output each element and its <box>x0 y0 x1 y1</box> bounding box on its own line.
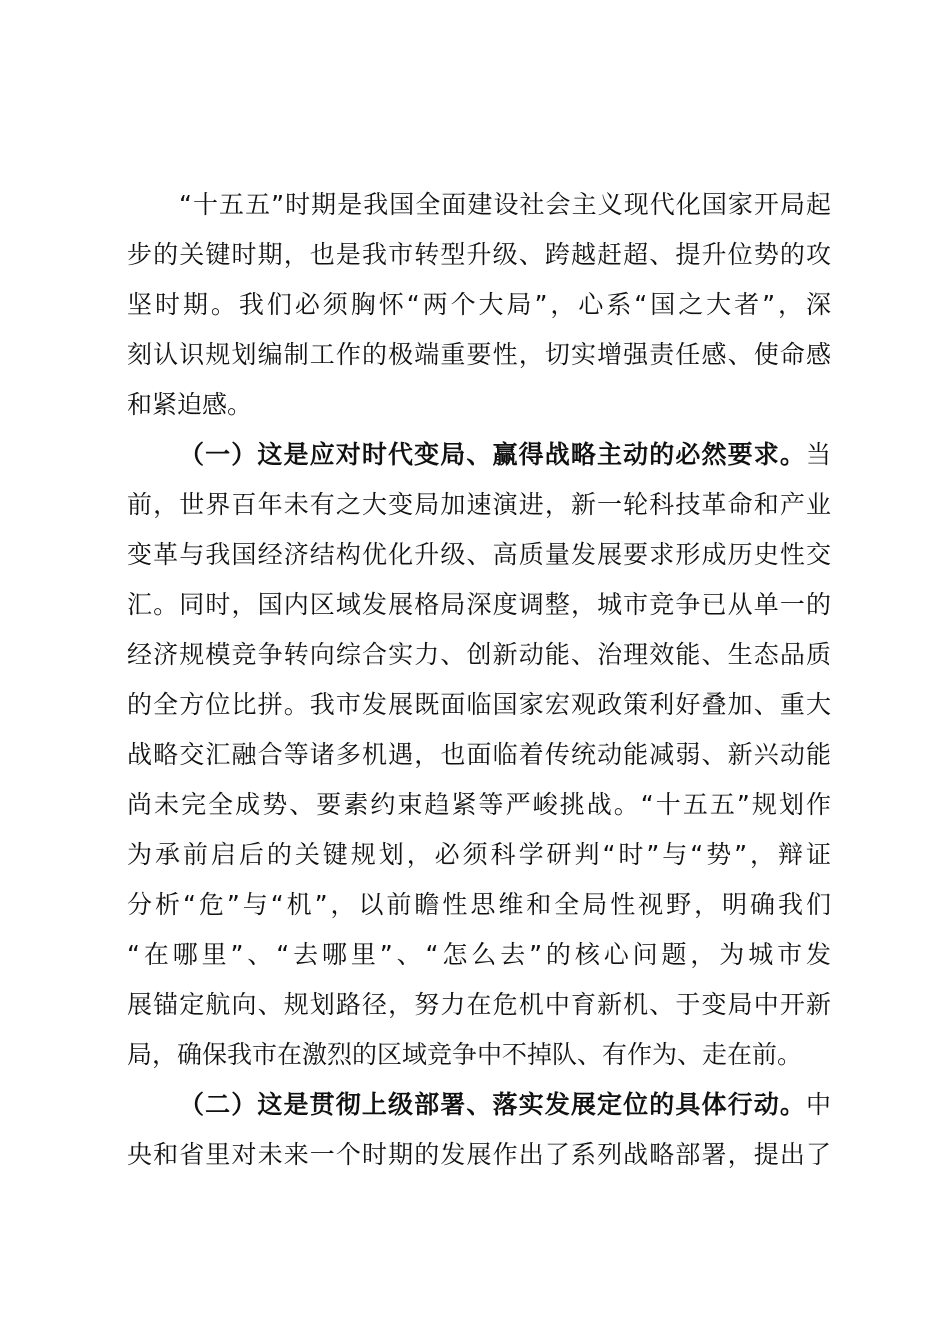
paragraph-2-heading-line <box>179 430 831 480</box>
paragraph-2-line: 汇。同时，国内区域发展格局深度调整，城市竞争已从单一的 <box>127 590 831 619</box>
paragraph-2-line: 变革与我国经济结构优化升级、高质量发展要求形成历史性交 <box>127 540 831 569</box>
paragraph-2-line: 局，确保我市在激烈的区域竞争中不掉队、有作为、走在前。 <box>127 1040 803 1069</box>
paragraph-2-line: 尚未完全成势、要素约束趋紧等严峻挑战。“十五五”规划作 <box>127 790 831 819</box>
paragraph-1-line: “十五五”时期是我国全面建设社会主义现代化国家开局起 <box>179 190 831 219</box>
paragraph-2-line: 展锚定航向、规划路径，努力在危机中育新机、于变局中开新 <box>127 990 831 1019</box>
paragraph-2-line: 战略交汇融合等诸多机遇，也面临着传统动能减弱、新兴动能 <box>127 740 831 769</box>
section-heading: （一）这是应对时代变局、赢得战略主动的必然要求。 <box>179 440 806 469</box>
paragraph-3-text: 中 <box>805 1090 831 1119</box>
paragraph-3-heading-line <box>179 1080 831 1130</box>
paragraph-1-line: 步的关键时期，也是我市转型升级、跨越赶超、提升位势的攻 <box>127 240 831 269</box>
paragraph-1-line: 和紧迫感。 <box>127 390 253 419</box>
paragraph-3-line: 央和省里对未来一个时期的发展作出了系列战略部署，提出了 <box>127 1140 831 1169</box>
section-heading: （二）这是贯彻上级部署、落实发展定位的具体行动。 <box>179 1090 806 1119</box>
paragraph-2-line: 的全方位比拼。我市发展既面临国家宏观政策利好叠加、重大 <box>127 690 831 719</box>
paragraph-1-line: 刻认识规划编制工作的极端重要性，切实增强责任感、使命感 <box>127 340 831 369</box>
paragraph-2-line: 分析“危”与“机”，以前瞻性思维和全局性视野，明确我们 <box>127 890 831 919</box>
paragraph-1-line: 坚时期。我们必须胸怀“两个大局”，心系“国之大者”，深 <box>127 290 831 319</box>
paragraph-2-line: 为承前启后的关键规划，必须科学研判“时”与“势”，辩证 <box>127 840 831 869</box>
paragraph-2-line: 经济规模竞争转向综合实力、创新动能、治理效能、生态品质 <box>127 640 831 669</box>
paragraph-2-line: “在哪里”、“去哪里”、“怎么去”的核心问题，为城市发 <box>127 940 831 969</box>
paragraph-2-line: 前，世界百年未有之大变局加速演进，新一轮科技革命和产业 <box>127 490 831 519</box>
paragraph-2-text: 当 <box>805 440 831 469</box>
